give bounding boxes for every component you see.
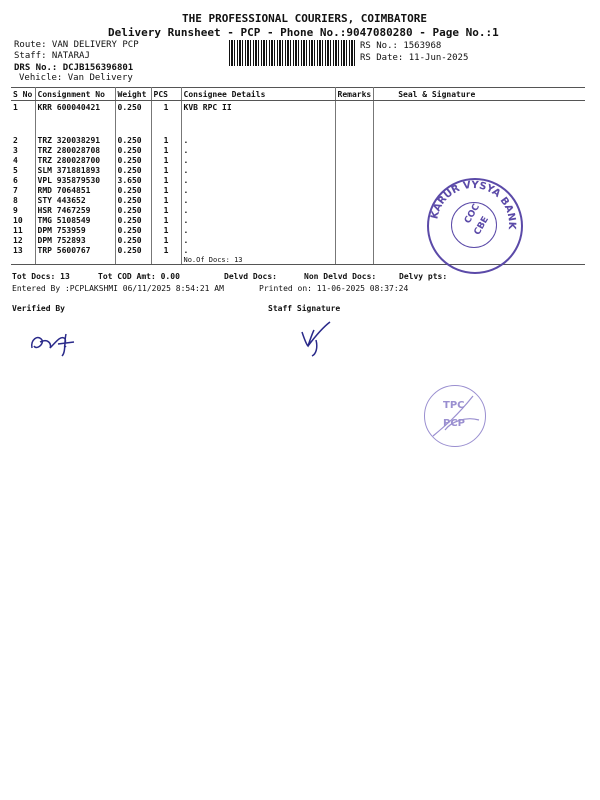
cell-weight: 0.250	[115, 215, 151, 225]
staff-signature-label: Staff Signature	[268, 304, 341, 313]
stamp-bank-name: KARUR VYSYA BANK	[429, 179, 518, 230]
cell-consignment: TRP 5600767	[35, 245, 115, 255]
stamp2-scribble	[425, 386, 485, 446]
cell-weight: 0.250	[115, 155, 151, 165]
verified-by-signature	[26, 328, 80, 358]
cell-pcs: 1	[151, 135, 181, 145]
cell-weight: 0.250	[115, 245, 151, 255]
cell-pcs: 1	[151, 245, 181, 255]
cell-pcs: 1	[151, 101, 181, 116]
col-sno: S No	[11, 88, 35, 101]
table-row	[11, 165, 585, 175]
runsheet-subtitle: Delivery Runsheet - PCP - Phone No.:9047080280 - Page No.:1	[108, 26, 499, 39]
table-row	[11, 145, 585, 155]
table-spacer-row	[11, 115, 585, 135]
cell-weight: 0.250	[115, 195, 151, 205]
cell-consignment: RMD 7064851	[35, 185, 115, 195]
cell-sno: 13	[11, 245, 35, 255]
cell-consignment: TRZ 280028708	[35, 145, 115, 155]
cell-sno: 12	[11, 235, 35, 245]
cell-consignment: KRR 600040421	[35, 101, 115, 116]
cell-weight: 0.250	[115, 101, 151, 116]
cell-consignee: .	[181, 235, 335, 245]
cell-weight: 0.250	[115, 205, 151, 215]
route-text: Route: VAN DELIVERY PCP	[14, 40, 139, 50]
col-pcs: PCS	[151, 88, 181, 101]
cell-consignment: TRZ 320038291	[35, 135, 115, 145]
cell-consignee: .	[181, 185, 335, 195]
rs-date: RS Date: 11-Jun-2025	[360, 53, 469, 63]
delivered-docs: Delvd Docs:	[224, 272, 277, 281]
verified-by-label: Verified By	[12, 304, 65, 313]
cell-pcs: 1	[151, 195, 181, 205]
cell-remarks	[335, 101, 374, 116]
cell-consignment: SLM 371881893	[35, 165, 115, 175]
col-remarks: Remarks	[335, 88, 374, 101]
cell-pcs: 1	[151, 155, 181, 165]
cell-sno: 3	[11, 145, 35, 155]
courier-stamp	[424, 385, 486, 447]
cell-sno: 11	[11, 225, 35, 235]
cell-consignee: .	[181, 225, 335, 235]
cell-consignee: .	[181, 195, 335, 205]
cell-consignment: TMG 5108549	[35, 215, 115, 225]
cell-pcs: 1	[151, 165, 181, 175]
cell-consignment: TRZ 280028700	[35, 155, 115, 165]
cell-consignment: DPM 753959	[35, 225, 115, 235]
cell-pcs: 1	[151, 145, 181, 155]
delivery-points: Delvy pts:	[399, 272, 448, 281]
table-row	[11, 155, 585, 165]
cell-sno: 5	[11, 165, 35, 175]
cell-consignment: STY 443652	[35, 195, 115, 205]
cell-weight: 3.650	[115, 175, 151, 185]
vehicle-text: Vehicle: Van Delivery	[19, 73, 133, 83]
cell-weight: 0.250	[115, 225, 151, 235]
cell-sno: 10	[11, 215, 35, 225]
cell-sno: 1	[11, 101, 35, 116]
cell-seal	[374, 101, 585, 116]
staff-signature-mark	[296, 318, 340, 358]
cell-consignment: HSR 7467259	[35, 205, 115, 215]
cell-consignee: KVB RPC II	[181, 101, 335, 116]
cell-sno: 7	[11, 185, 35, 195]
cell-pcs: 1	[151, 205, 181, 215]
barcode	[229, 40, 355, 66]
printed-on: Printed on: 11-06-2025 08:37:24	[259, 284, 409, 293]
cell-pcs: 1	[151, 185, 181, 195]
stamp2-line1: TPC	[443, 400, 465, 411]
stamp2-line2: PCP	[443, 418, 465, 429]
staff-text: Staff: NATARAJ	[14, 51, 90, 61]
cell-weight: 0.250	[115, 235, 151, 245]
cell-weight: 0.250	[115, 165, 151, 175]
cell-weight: 0.250	[115, 145, 151, 155]
cell-consignment: DPM 752893	[35, 235, 115, 245]
cell-sno: 6	[11, 175, 35, 185]
col-consignment: Consignment No	[35, 88, 115, 101]
cell-sno: 8	[11, 195, 35, 205]
cell-consignee: .	[181, 135, 335, 145]
col-consignee: Consignee Details	[181, 88, 335, 101]
cell-consignee: .	[181, 165, 335, 175]
drs-number: DRS No.: DCJB156396801	[14, 63, 134, 73]
stamp-coc: COC	[462, 202, 482, 226]
rs-number: RS No.: 1563968	[360, 41, 442, 51]
entered-by: Entered By :PCPLAKSHMI 06/11/2025 8:54:21 AM	[12, 284, 224, 293]
cell-consignee: .	[181, 175, 335, 185]
cell-consignee: .	[181, 155, 335, 165]
cell-pcs: 1	[151, 215, 181, 225]
cell-weight: 0.250	[115, 185, 151, 195]
cell-consignee: .	[181, 145, 335, 155]
bank-stamp	[427, 178, 523, 274]
cell-consignment: VPL 935879530	[35, 175, 115, 185]
col-weight: Weight	[115, 88, 151, 101]
total-cod-amount: Tot COD Amt: 0.00	[98, 272, 180, 281]
cell-sno: 9	[11, 205, 35, 215]
stamp-cbe: CBE	[472, 215, 492, 237]
cell-consignee: .	[181, 245, 335, 255]
non-delivered-docs: Non Delvd Docs:	[304, 272, 377, 281]
cell-weight: 0.250	[115, 135, 151, 145]
cell-pcs: 1	[151, 175, 181, 185]
cell-pcs: 1	[151, 235, 181, 245]
cell-pcs: 1	[151, 225, 181, 235]
cell-sno: 2	[11, 135, 35, 145]
table-header-row	[11, 88, 585, 101]
no-of-docs: No.Of Docs: 13	[181, 255, 335, 265]
cell-consignee: .	[181, 215, 335, 225]
table-row	[11, 101, 585, 116]
col-seal: Seal & Signature	[374, 88, 585, 101]
cell-sno: 4	[11, 155, 35, 165]
cell-consignee: .	[181, 205, 335, 215]
stamp-inner-circle	[451, 202, 497, 248]
company-title: THE PROFESSIONAL COURIERS, COIMBATORE	[182, 12, 428, 25]
table-row	[11, 135, 585, 145]
total-docs: Tot Docs: 13	[12, 272, 70, 281]
